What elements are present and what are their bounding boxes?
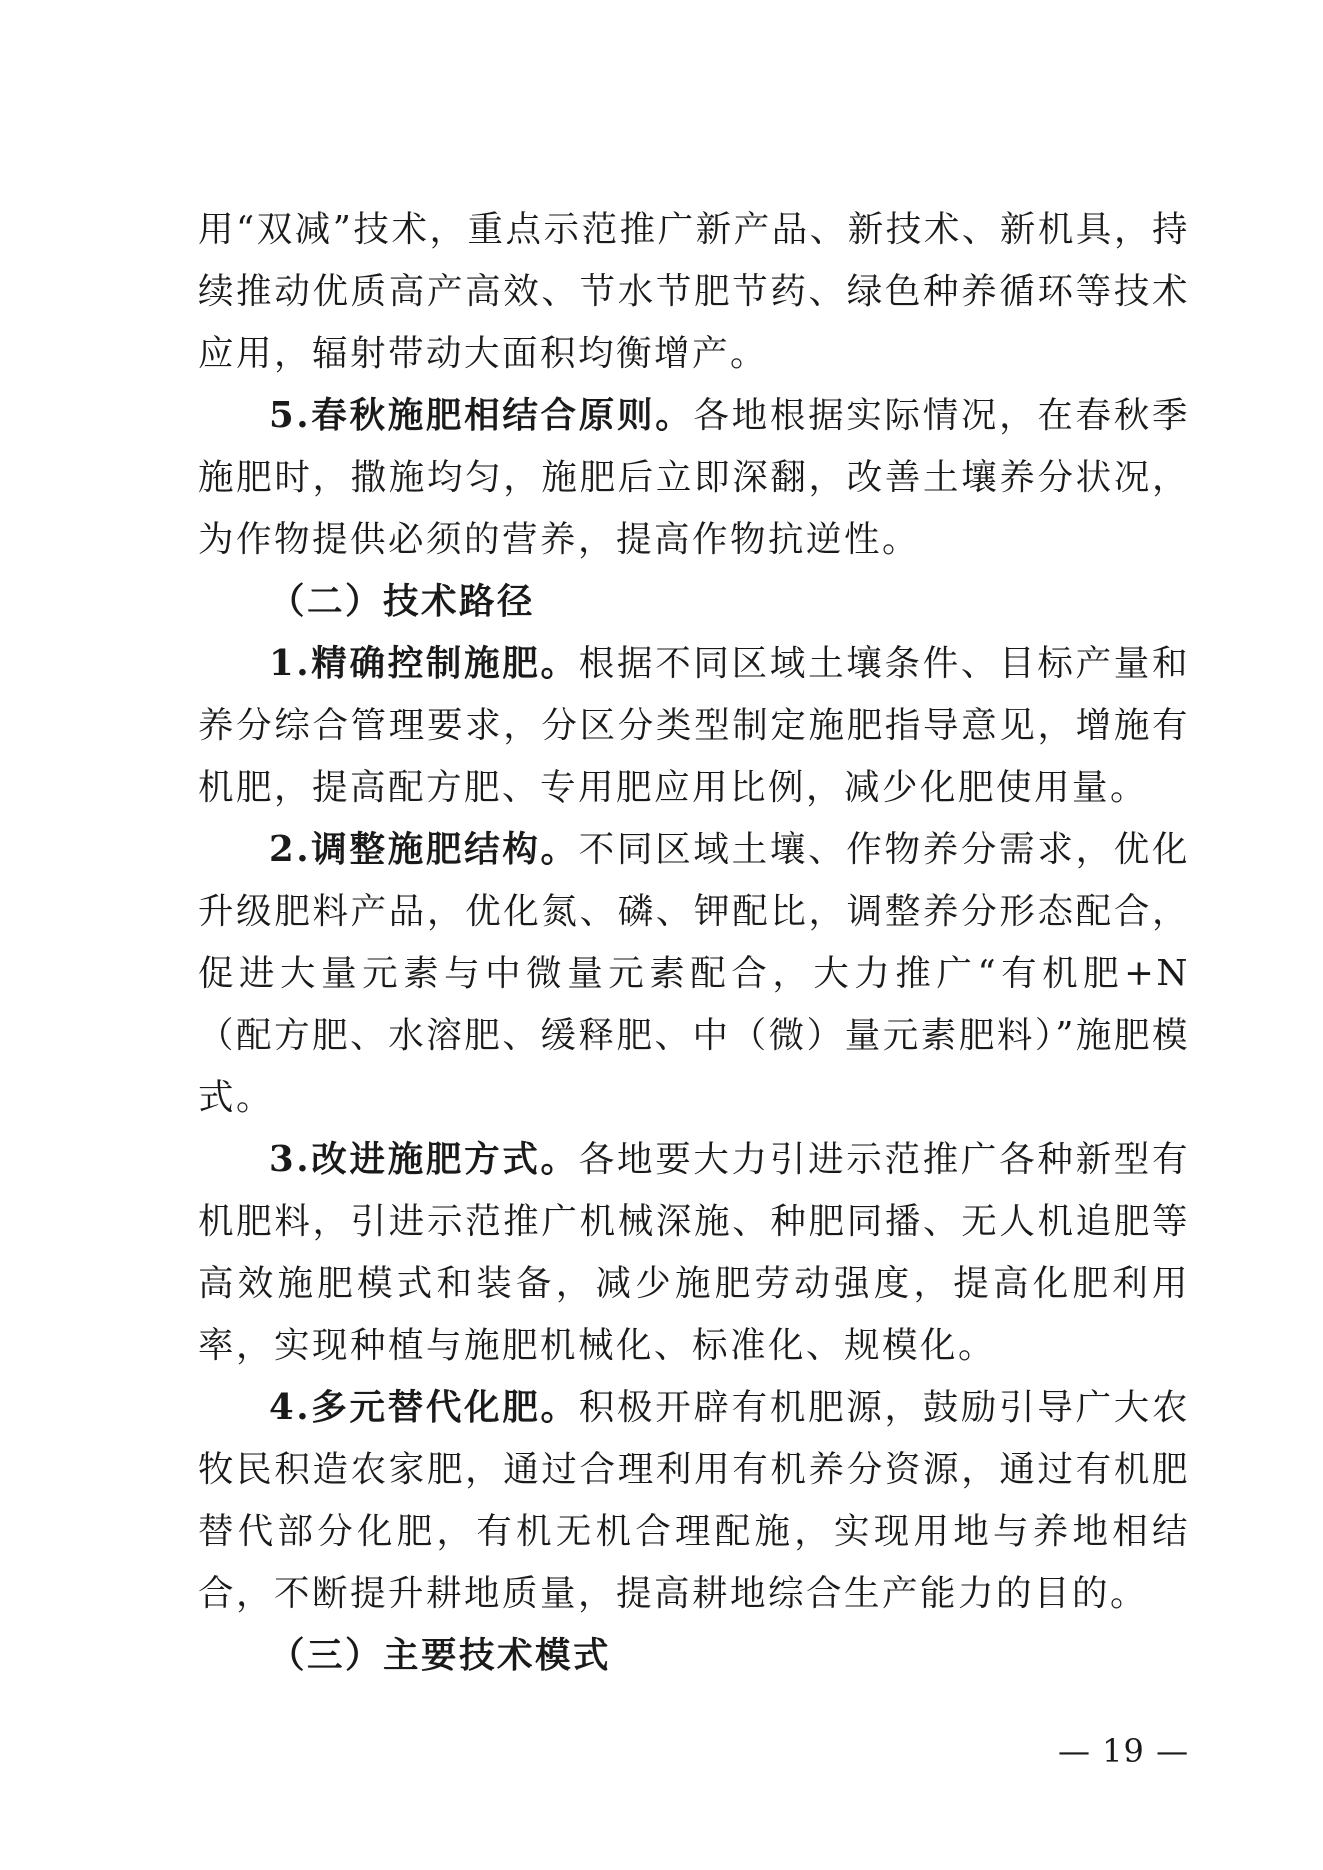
paragraph-text: 各地根据实际情况，在春秋季施肥时，撒施均匀，施肥后立即深翻，改善土壤养分状况，为作物提供必须的营养，提高作物抗逆性。 <box>198 395 1190 560</box>
paragraph-path-3 <box>198 1129 1190 1377</box>
paragraph-lead: 5.春秋施肥相结合原则。 <box>269 395 694 436</box>
paragraph-path-1 <box>198 633 1190 819</box>
paragraph-text: 用“双减”技术，重点示范推广新产品、新技术、新机具，持续推动优质高产高效、节水节肥节药、绿色种养循环等技术应用，辐射带动大面积均衡增产。 <box>198 209 1190 374</box>
paragraph-principle-5 <box>198 385 1190 571</box>
paragraph-lead: 3.改进施肥方式。 <box>269 1139 579 1180</box>
paragraph-lead: 4.多元替代化肥。 <box>269 1387 579 1428</box>
section-heading-technical-path: （二）技术路径 <box>269 581 536 622</box>
paragraph-path-2 <box>198 819 1190 1129</box>
paragraph-text: 各地要大力引进示范推广各种新型有机肥料，引进示范推广机械深施、种肥同播、无人机追肥等高效施肥模式和装备，减少施肥劳动强度，提高化肥利用率，实现种植与施肥机械化、标准化、规模化。 <box>198 1139 1190 1366</box>
section-heading-main-models: （三）主要技术模式 <box>269 1635 612 1676</box>
paragraph-text: 根据不同区域土壤条件、目标产量和养分综合管理要求，分区分类型制定施肥指导意见，增施有机肥，提高配方肥、专用肥应用比例，减少化肥使用量。 <box>198 643 1190 808</box>
paragraph-lead: 2.调整施肥结构。 <box>269 829 579 870</box>
page-number: — 19 — <box>1058 1732 1190 1770</box>
document-body <box>198 199 1190 1687</box>
paragraph-lead: 1.精确控制施肥。 <box>269 643 579 684</box>
paragraph-continuation <box>198 199 1190 385</box>
paragraph-path-4 <box>198 1377 1190 1625</box>
paragraph-text: 积极开辟有机肥源，鼓励引导广大农牧民积造农家肥，通过合理利用有机养分资源，通过有机肥替代部分化肥，有机无机合理配施，实现用地与养地相结合，不断提升耕地质量，提高耕地综合生产能力的目的。 <box>198 1387 1190 1614</box>
paragraph-text: 不同区域土壤、作物养分需求，优化升级肥料产品，优化氮、磷、钾配比，调整养分形态配合，促进大量元素与中微量元素配合，大力推广“有机肥+N（配方肥、水溶肥、缓释肥、中（微）量元素肥料）”施肥模式。 <box>198 829 1190 1118</box>
